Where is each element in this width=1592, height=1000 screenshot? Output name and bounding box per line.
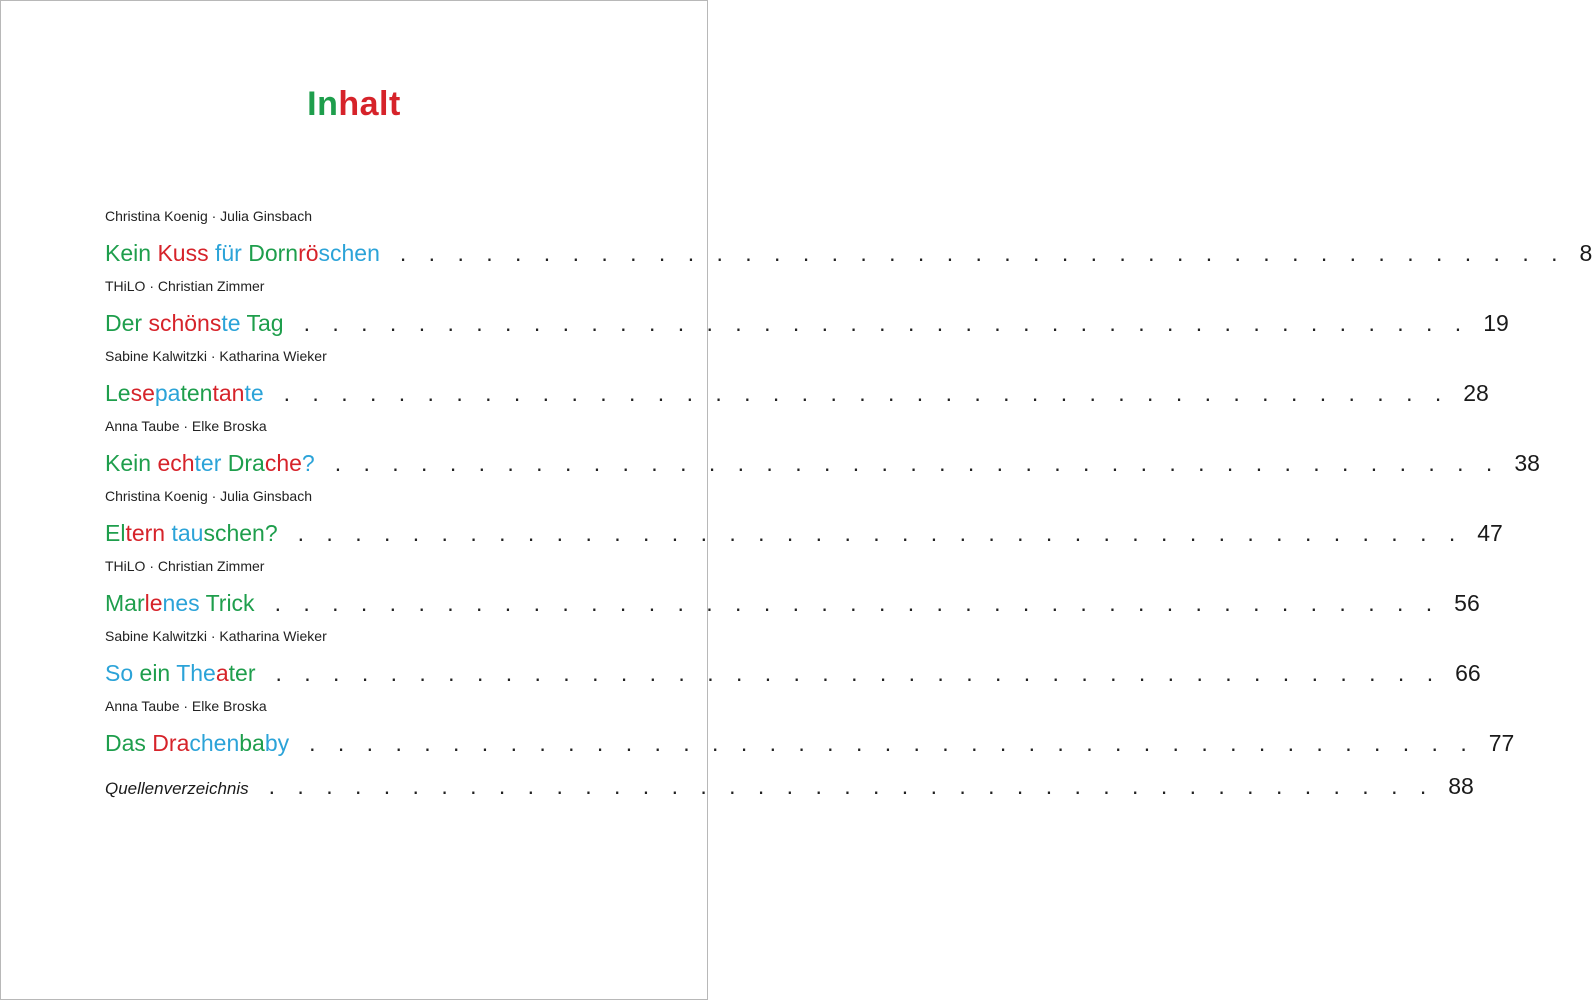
story-authors: Christina Koenig · Julia Ginsbach (105, 488, 312, 504)
story-title-syllable: The (176, 660, 216, 686)
page-number: 66 (1455, 660, 1481, 686)
page-number: 8 (1579, 240, 1592, 266)
story-title[interactable] (105, 518, 278, 548)
story-title[interactable] (105, 588, 255, 618)
story-title-syllable: für (214, 240, 249, 266)
story-title-syllable: rö (298, 240, 319, 266)
page-number: 28 (1463, 380, 1489, 406)
story-title-syllable: schen? (203, 520, 278, 546)
story-title-syllable: ? (301, 450, 315, 476)
story-title-syllable: Kein (105, 450, 158, 476)
dot-leader: . . . . . . . . . . . . . . . . . . . . . . . . . . . . . . . . . . . . . . . . . (399, 240, 1566, 266)
toc-entry[interactable] (105, 696, 1515, 758)
story-title[interactable] (105, 448, 315, 478)
story-title-syllable: Le (105, 380, 131, 406)
toc-entry[interactable] (105, 416, 1540, 478)
story-title-syllable: Dorn (248, 240, 299, 266)
page-number: 77 (1488, 730, 1515, 756)
story-title-syllable: Mar (105, 590, 145, 616)
story-title-syllable: Der (105, 310, 149, 336)
story-title-syllable: a (215, 660, 229, 686)
page-number: 19 (1483, 310, 1509, 336)
toc-entry[interactable] (105, 556, 1480, 618)
story-authors: Sabine Kalwitzki · Katharina Wieker (105, 628, 327, 644)
story-authors: THiLO · Christian Zimmer (105, 558, 265, 574)
story-title-syllable: ten (180, 380, 213, 406)
toc-entry[interactable] (105, 486, 1503, 548)
story-title-syllable: So (105, 660, 140, 686)
title-segment: halt (338, 85, 401, 123)
page-title (1, 85, 707, 124)
dot-leader: . . . . . . . . . . . . . . . . . . . . . . . . . . . . . . . . . . . . . . . . . (334, 450, 1501, 476)
story-title[interactable] (105, 658, 255, 688)
story-title-syllable: nes (162, 590, 206, 616)
title-segment: In (307, 85, 339, 123)
page-number: 38 (1514, 450, 1540, 476)
dot-leader: . . . . . . . . . . . . . . . . . . . . . . . . . . . . . . . . . . . . . . . . . (303, 310, 1470, 336)
story-title-syllable: tau (171, 520, 204, 546)
story-title-syllable: ba (239, 730, 265, 756)
dot-leader: . . . . . . . . . . . . . . . . . . . . . . . . . . . . . . . . . . . . . . . . . (268, 773, 1435, 799)
story-title-syllable: by (264, 730, 290, 756)
story-authors: Christina Koenig · Julia Ginsbach (105, 208, 312, 224)
story-title-syllable: che (264, 450, 302, 476)
story-authors: THiLO · Christian Zimmer (105, 278, 265, 294)
story-title-syllable: ech (157, 450, 195, 476)
story-title-syllable: Dra (152, 730, 190, 756)
toc-entry[interactable] (105, 346, 1489, 408)
dot-leader: . . . . . . . . . . . . . . . . . . . . . . . . . . . . . . . . . . . . . . . . . (275, 660, 1442, 686)
story-title-syllable: schen (318, 240, 380, 266)
story-title-syllable: tern (125, 520, 172, 546)
story-title[interactable] (105, 378, 264, 408)
story-title-syllable: pa (154, 380, 181, 406)
page-number: 88 (1448, 773, 1474, 799)
story-title-syllable: te (244, 380, 264, 406)
story-title-syllable: Das (105, 730, 153, 756)
story-title-syllable: ter (194, 450, 228, 476)
story-authors: Anna Taube · Elke Broska (105, 698, 267, 714)
story-title-syllable: tan (212, 380, 245, 406)
dot-leader: . . . . . . . . . . . . . . . . . . . . . . . . . . . . . . . . . . . . . . . . . (283, 380, 1450, 406)
story-title-syllable: te (221, 310, 247, 336)
story-title-syllable: se (130, 380, 155, 406)
toc-entry[interactable] (105, 206, 1592, 268)
dot-leader: . . . . . . . . . . . . . . . . . . . . . . . . . . . . . . . . . . . . . . . . . (274, 590, 1441, 616)
dot-leader: . . . . . . . . . . . . . . . . . . . . . . . . . . . . . . . . . . . . . . . . . (309, 730, 1475, 756)
toc-entry[interactable] (105, 626, 1481, 688)
dot-leader: . . . . . . . . . . . . . . . . . . . . . . . . . . . . . . . . . . . . . . . . . (297, 520, 1464, 546)
story-title-syllable: chen (189, 730, 240, 756)
story-title-syllable: Kuss (157, 240, 215, 266)
toc-entry-sources[interactable] (105, 771, 1474, 801)
story-title[interactable] (105, 308, 284, 338)
page-number: 47 (1477, 520, 1503, 546)
story-authors: Anna Taube · Elke Broska (105, 418, 267, 434)
story-title-syllable: Trick (205, 590, 255, 616)
sources-label: Quellenverzeichnis (105, 779, 249, 798)
story-title-syllable: Kein (105, 240, 158, 266)
page-number: 56 (1454, 590, 1480, 616)
story-title-syllable: Tag (246, 310, 284, 336)
story-title-syllable: le (144, 590, 163, 616)
story-title[interactable] (105, 238, 380, 268)
story-title-syllable: ein (139, 660, 177, 686)
story-title[interactable] (105, 728, 289, 758)
story-title-syllable: El (105, 520, 126, 546)
story-title-syllable: schöns (148, 310, 222, 336)
story-authors: Sabine Kalwitzki · Katharina Wieker (105, 348, 327, 364)
toc-entry[interactable] (105, 276, 1509, 338)
story-title-syllable: ter (228, 660, 256, 686)
story-title-syllable: Dra (227, 450, 265, 476)
